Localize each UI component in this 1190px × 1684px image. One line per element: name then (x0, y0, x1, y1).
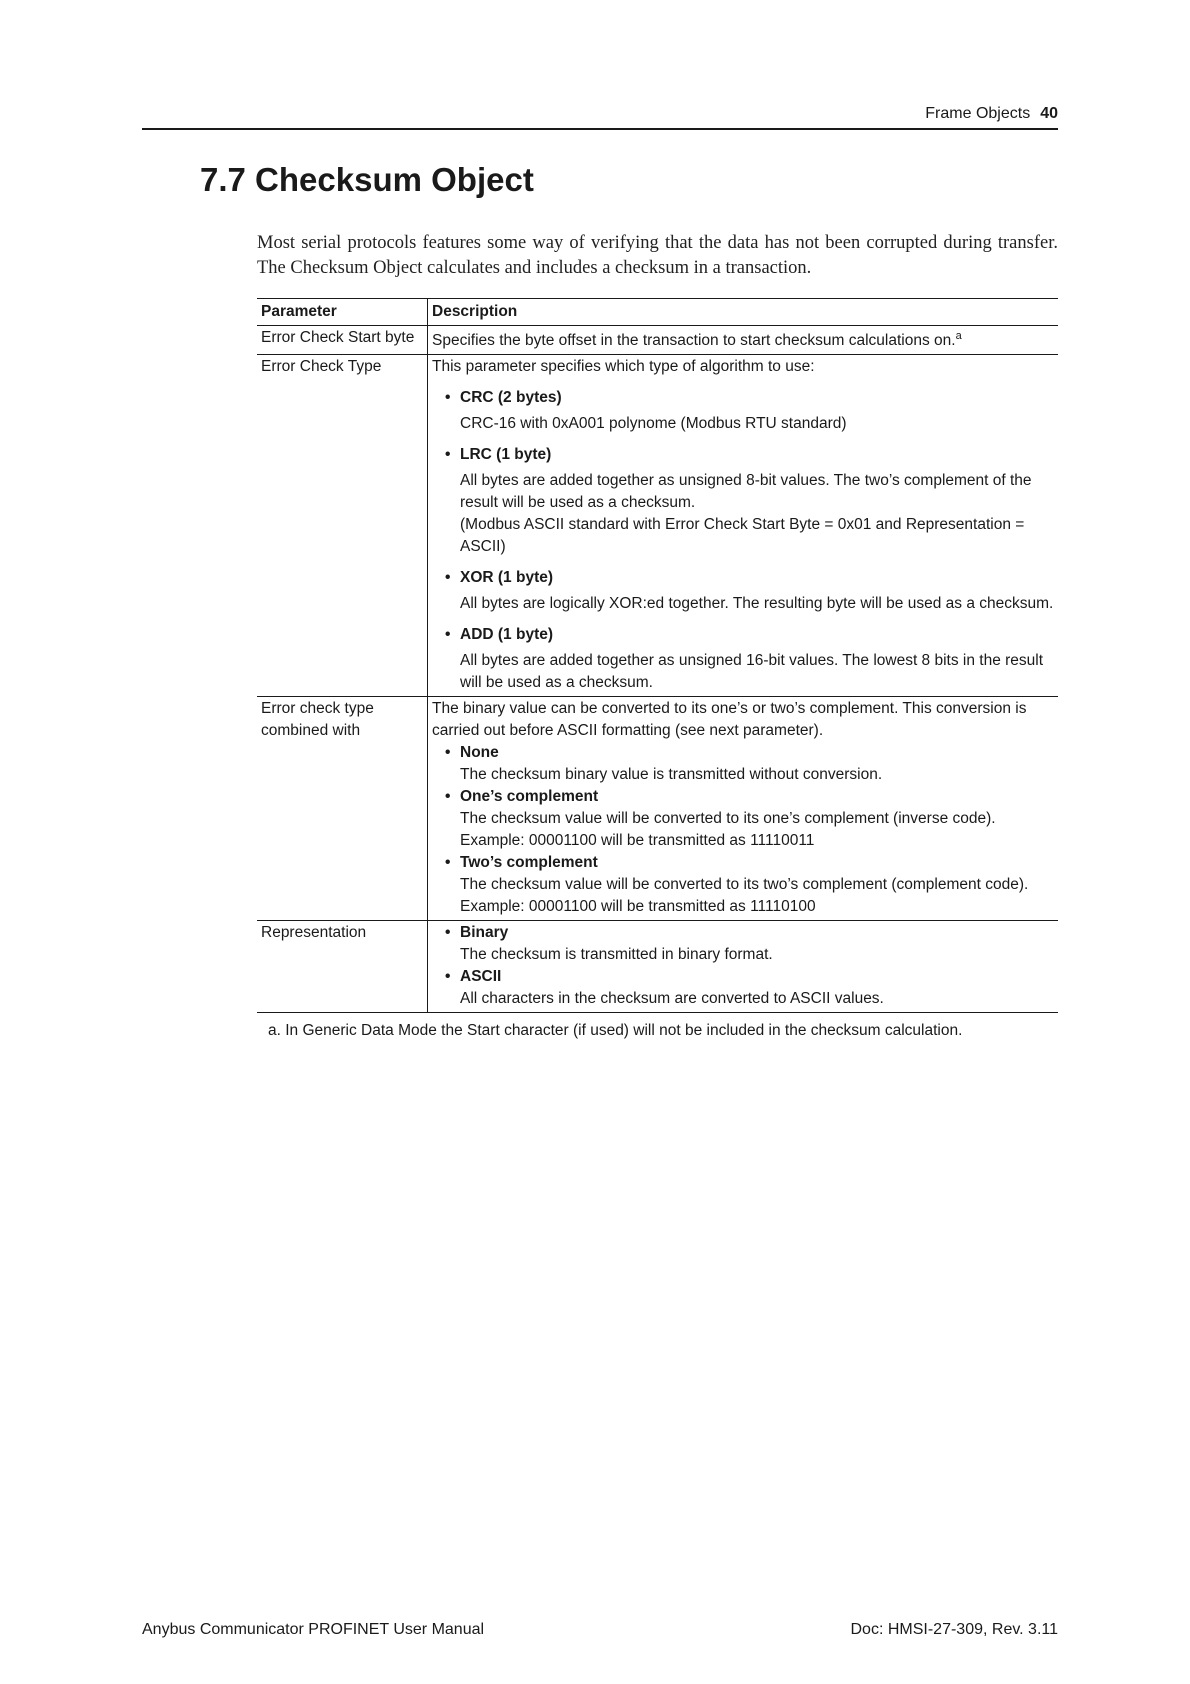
option-description: The checksum is transmitted in binary format. (460, 946, 773, 963)
option-description-note: (Modbus ASCII standard with Error Check Start Byte = 0x01 and Representation = ASCII) (460, 516, 1025, 555)
param-cell: Error check type combined with (257, 697, 428, 921)
header-section-title: Frame Objects (925, 105, 1031, 122)
option-label: • CRC (2 bytes) (432, 387, 1054, 409)
description-intro: This parameter specifies which type of algorithm to use: (432, 358, 815, 375)
option-label: • ASCII (432, 966, 1054, 988)
option-ascii (432, 966, 1054, 1010)
description-intro: The binary value can be converted to its one’s or two’s complement. This conversion is carried out before ASCII formatting (see next parameter). (432, 700, 1027, 739)
option-twos-complement (432, 852, 1054, 918)
table-row-error-check-start-byte (257, 326, 1058, 355)
option-description: The checksum value will be converted to its two’s complement (complement code). (460, 876, 1029, 893)
option-description: The checksum value will be converted to its one’s complement (inverse code). (460, 810, 996, 827)
description-text: Specifies the byte offset in the transaction to start checksum calculations on. (432, 332, 956, 349)
option-binary (432, 922, 1054, 966)
option-lrc (432, 444, 1054, 558)
table-row-representation (257, 921, 1058, 1013)
section-title: 7.7 Checksum Object (200, 161, 534, 198)
param-cell: Representation (257, 921, 428, 1013)
footnote-ref: a (955, 329, 962, 342)
parameter-table (257, 298, 1058, 1013)
page-number: 40 (1040, 105, 1058, 122)
description-cell (428, 697, 1059, 921)
description-cell (428, 326, 1059, 355)
option-example: Example: 00001100 will be transmitted as 11110011 (460, 832, 815, 849)
page-header (142, 104, 1058, 130)
option-label: • Binary (432, 922, 1054, 944)
description-cell (428, 355, 1059, 697)
description-cell (428, 921, 1059, 1013)
option-xor (432, 567, 1054, 615)
footer-doc-id: Doc: HMSI-27-309, Rev. 3.11 (850, 1621, 1058, 1638)
option-none (432, 742, 1054, 786)
option-description: All bytes are added together as unsigned 16-bit values. The lowest 8 bits in the result will be used as a checksum. (460, 652, 1044, 691)
footer-manual-title: Anybus Communicator PROFINET User Manual (142, 1621, 485, 1638)
table-footnote: a. In Generic Data Mode the Start character (if used) will not be included in the checksum calculation. (268, 1022, 963, 1039)
option-label: • Two’s complement (432, 852, 1054, 874)
option-label: • None (432, 742, 1054, 764)
option-description: CRC-16 with 0xA001 polynome (Modbus RTU standard) (460, 415, 847, 432)
option-description: All characters in the checksum are converted to ASCII values. (460, 990, 884, 1007)
intro-paragraph: Most serial protocols features some way of verifying that the data has not been corrupted during transfer. The Checksum Object calculates and includes a checksum in a transaction. (257, 233, 1058, 278)
option-label: • ADD (1 byte) (432, 624, 1054, 646)
option-label: • One’s complement (432, 786, 1054, 808)
option-description: The checksum binary value is transmitted without conversion. (460, 766, 883, 783)
option-description: All bytes are added together as unsigned 8-bit values. The two’s complement of the result will be used as a checksum. (460, 472, 1032, 511)
option-label: • LRC (1 byte) (432, 444, 1054, 466)
table-row-error-check-type-combined (257, 697, 1058, 921)
option-label: • XOR (1 byte) (432, 567, 1054, 589)
option-ones-complement (432, 786, 1054, 852)
column-header-description: Description (428, 299, 1059, 326)
option-example: Example: 00001100 will be transmitted as 11110100 (460, 898, 816, 915)
option-add (432, 624, 1054, 694)
column-header-parameter: Parameter (257, 299, 428, 326)
param-cell: Error Check Start byte (257, 326, 428, 355)
option-crc (432, 387, 1054, 435)
table-row-error-check-type (257, 355, 1058, 697)
option-description: All bytes are logically XOR:ed together. The resulting byte will be used as a checksum. (460, 595, 1054, 612)
table-header-row (257, 299, 1058, 326)
param-cell: Error Check Type (257, 355, 428, 697)
